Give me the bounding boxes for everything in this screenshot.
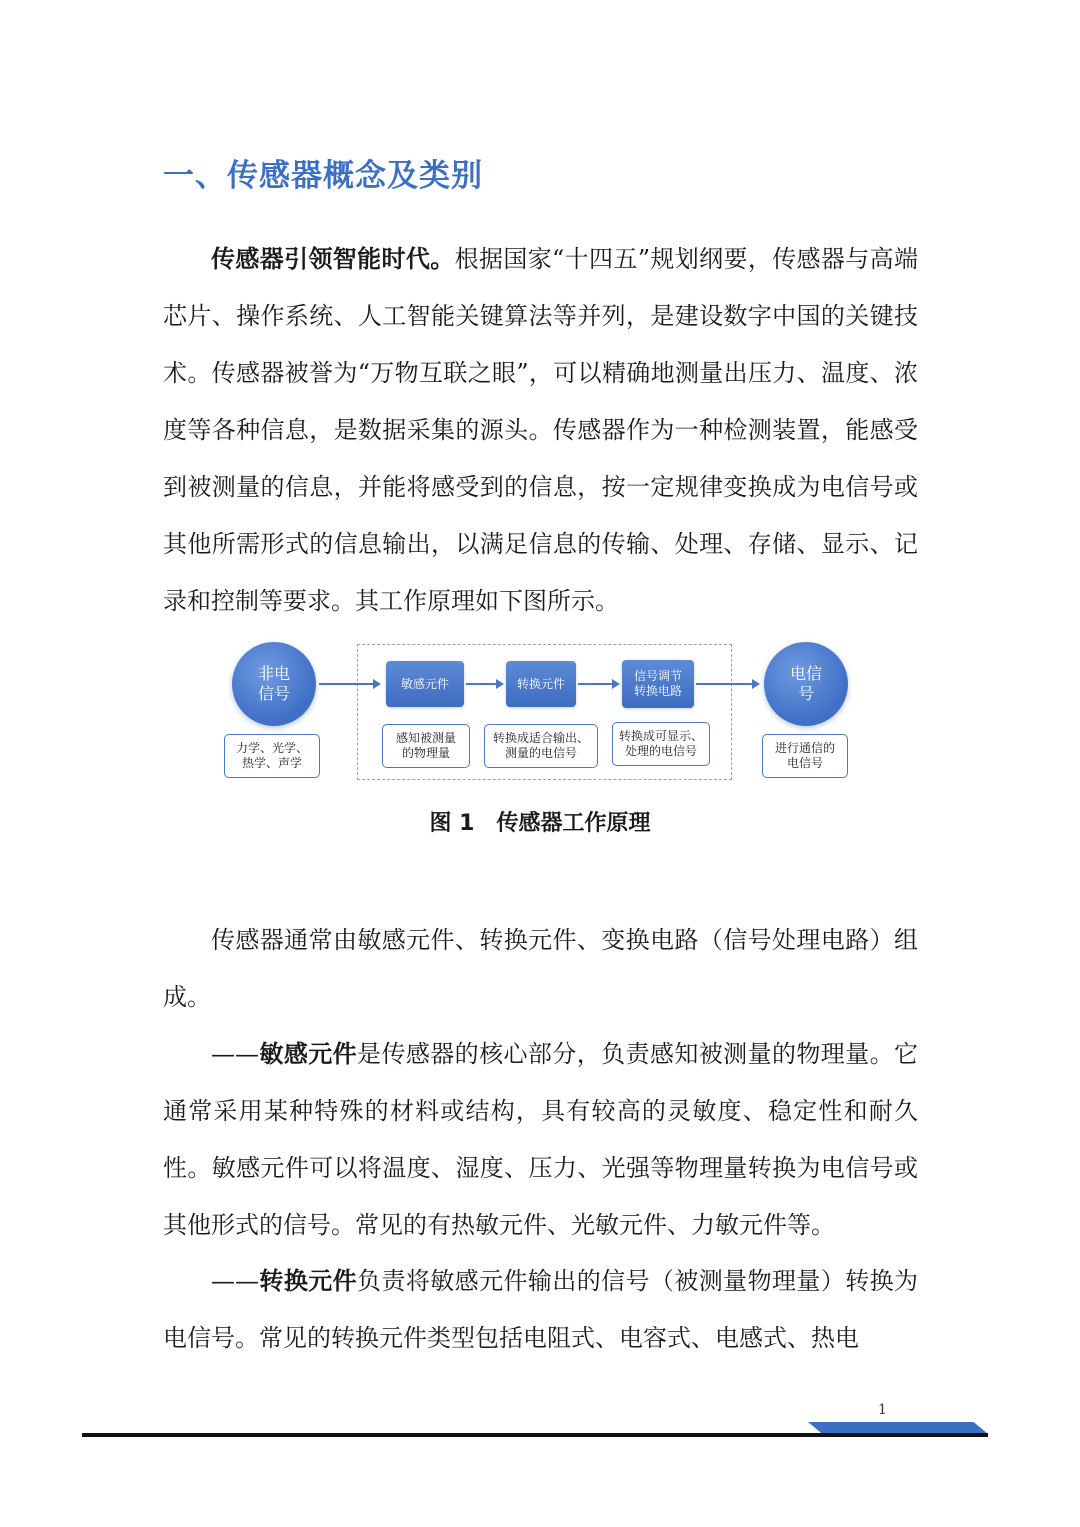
node-signal-conditioning: 信号调节 转换电路 [622,660,694,708]
node-sensitive-element: 敏感元件 [386,661,464,707]
node1-desc: 感知被测量 的物理量 [382,724,470,768]
footer-rule [82,1433,988,1437]
page-number: 1 [878,1402,887,1418]
intro-text: 根据国家“十四五”规划纲要，传感器与高端芯片、操作系统、人工智能关键算法等并列，是建设数字中国的关键技术。传感器被誉为“万物互联之眼”，可以精确地测量出压力、温度、浓度等各种信息，是数据采集的源头。传感器作为一种检测装置，能感受到被测量的信息，并能将感受到的信息，按一定规律变换成为电信号或其他所需形式的信息输出，以满足信息的传输、处理、存储、显示、记录和控制等要求。其工作原理如下图所示。 [163,245,918,615]
input-circle: 非电信号 [232,642,316,726]
intro-lead: 传感器引领智能时代。 [211,245,455,273]
figure-caption: 图 1 传感器工作原理 [429,811,651,836]
arrow-3 [578,683,618,685]
arrow-4 [696,683,758,685]
node3-desc: 转换成可显示、 处理的电信号 [612,722,710,766]
intro-paragraph [163,231,918,630]
arrow-2 [466,683,502,685]
sensitive-element-term: 敏感元件 [259,1040,358,1068]
conversion-element-term: 转换元件 [259,1267,358,1295]
arrow-1 [319,683,379,685]
conversion-element-paragraph: ——转换元件负责将敏感元件输出的信号（被测量物理量）转换为电信号。常见的转换元件类型包括电阻式、电容式、电感式、热电 [163,1267,919,1352]
node2-desc: 转换成适合输出、 测量的电信号 [484,724,598,768]
components-paragraph: 传感器通常由敏感元件、转换元件、变换电路（信号处理电路）组成。 [163,926,918,1011]
output-circle: 电信号 [764,642,848,726]
working-principle-diagram [222,638,858,786]
section-heading: 一、传感器概念及类别 [163,158,483,194]
sensitive-element-paragraph: ——敏感元件是传感器的核心部分，负责感知被测量的物理量。它通常采用某种特殊的材料或结构，具有较高的灵敏度、稳定性和耐久性。敏感元件可以将温度、湿度、压力、光强等物理量转换为电信号或其他形式的信号。常见的有热敏元件、光敏元件、力敏元件等。 [163,1040,919,1239]
output-desc: 进行通信的 电信号 [762,734,848,778]
input-desc: 力学、光学、 热学、声学 [224,734,320,778]
node-conversion-element: 转换元件 [506,661,576,707]
